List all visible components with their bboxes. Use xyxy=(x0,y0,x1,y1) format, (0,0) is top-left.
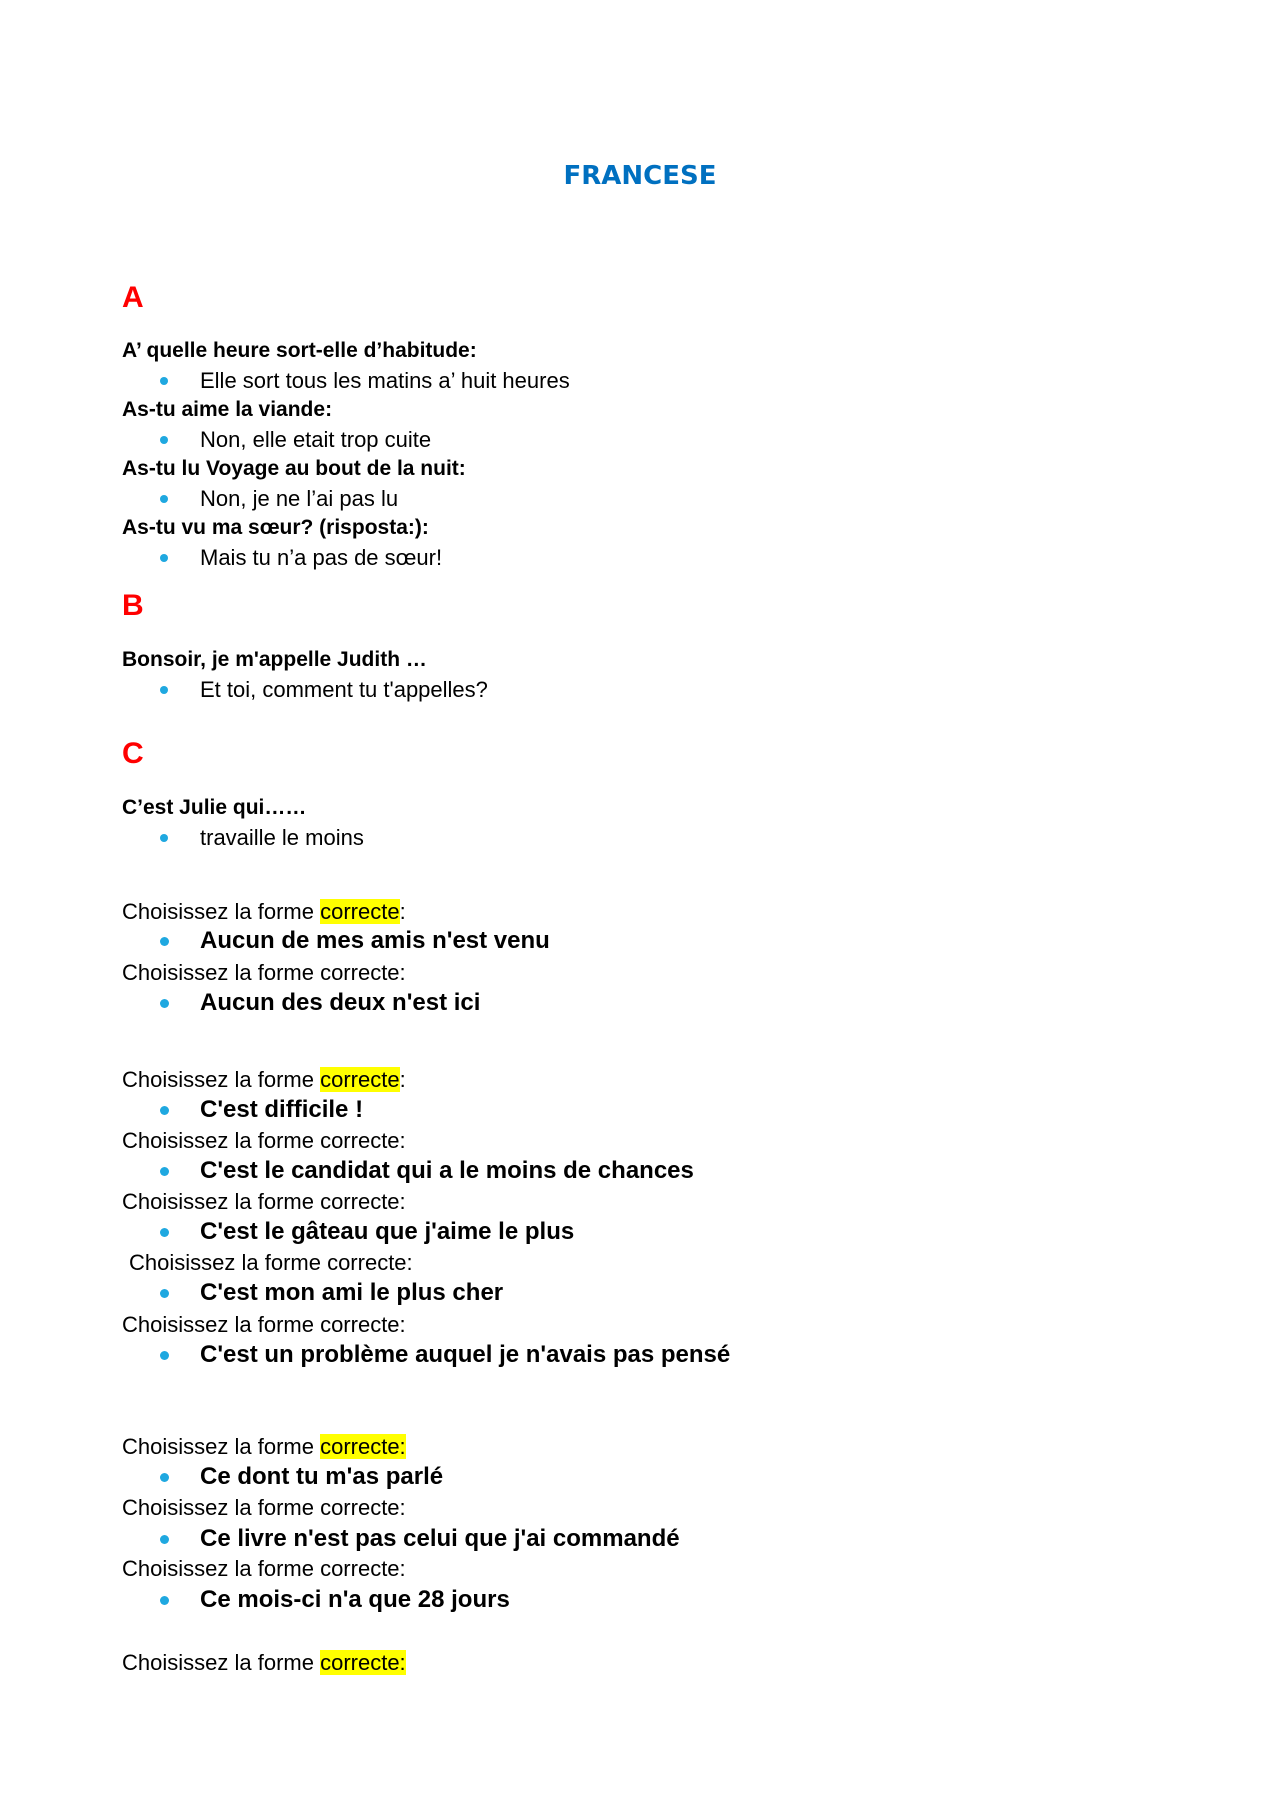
answer-a3: Non, je ne l’ai pas lu xyxy=(200,486,399,511)
answer-item: Aucun de mes amis n'est venu xyxy=(200,927,550,954)
bullet-icon xyxy=(160,1351,169,1360)
answer-a4: Mais tu n’a pas de sœur! xyxy=(200,545,443,570)
bullet-icon xyxy=(160,1535,169,1544)
highlighted-word: correcte: xyxy=(320,1650,406,1675)
answer-item: Aucun des deux n'est ici xyxy=(200,989,481,1016)
bullet-icon xyxy=(160,686,168,694)
highlighted-word: correcte xyxy=(320,1067,400,1092)
answer-item: C'est le gâteau que j'aime le plus xyxy=(200,1218,575,1245)
bullet-icon xyxy=(160,436,168,444)
section-a-heading: A xyxy=(122,281,144,314)
prompt-line: Choisissez la forme correcte: xyxy=(122,1556,406,1581)
question-a3: As-tu lu Voyage au bout de la nuit: xyxy=(122,457,466,480)
bullet-icon xyxy=(160,1289,169,1298)
answer-item: C'est difficile ! xyxy=(200,1096,364,1123)
prompt-line: Choisissez la forme correcte: xyxy=(122,1650,406,1675)
answer-item: C'est mon ami le plus cher xyxy=(200,1279,504,1306)
question-a2: As-tu aime la viande: xyxy=(122,398,333,421)
bullet-icon xyxy=(160,1167,169,1176)
bullet-icon xyxy=(160,1596,169,1605)
question-a4: As-tu vu ma sœur? (risposta:): xyxy=(122,516,429,539)
bullet-icon xyxy=(160,1473,169,1482)
question-a1: A’ quelle heure sort-elle d’habitude: xyxy=(122,339,477,362)
bullet-icon xyxy=(160,377,168,385)
question-b1: Bonsoir, je m'appelle Judith … xyxy=(122,648,427,671)
bullet-icon xyxy=(160,1106,169,1115)
bullet-icon xyxy=(160,834,168,842)
prompt-line: Choisissez la forme correcte: xyxy=(122,1128,406,1153)
prompt-line: Choisissez la forme correcte: xyxy=(122,1434,406,1459)
answer-item: Ce dont tu m'as parlé xyxy=(200,1463,444,1490)
page-title: FRANCESE xyxy=(563,161,717,191)
prompt-line: Choisissez la forme correcte: xyxy=(122,1495,406,1520)
bullet-icon xyxy=(160,495,168,503)
bullet-icon xyxy=(160,554,168,562)
highlighted-word: correcte: xyxy=(320,1434,406,1459)
prompt-line: Choisissez la forme correcte: xyxy=(122,899,406,924)
bullet-icon xyxy=(160,999,169,1008)
answer-c1: travaille le moins xyxy=(200,825,364,850)
answer-item: C'est le candidat qui a le moins de chances xyxy=(200,1157,694,1184)
answer-item: Ce mois-ci n'a que 28 jours xyxy=(200,1586,510,1613)
highlighted-word: correcte xyxy=(320,899,400,924)
answer-a2: Non, elle etait trop cuite xyxy=(200,427,432,452)
prompt-line: Choisissez la forme correcte: xyxy=(122,1312,406,1337)
answer-item: Ce livre n'est pas celui que j'ai commandé xyxy=(200,1525,680,1552)
bullet-icon xyxy=(160,1228,169,1237)
prompt-line: Choisissez la forme correcte: xyxy=(122,1067,406,1092)
answer-a1: Elle sort tous les matins a’ huit heures xyxy=(200,368,570,393)
answer-item: C'est un problème auquel je n'avais pas pensé xyxy=(200,1341,731,1368)
bullet-icon xyxy=(160,937,169,946)
prompt-line: Choisissez la forme correcte: xyxy=(129,1250,413,1275)
section-b-heading: B xyxy=(122,589,144,622)
question-c1: C’est Julie qui…… xyxy=(122,796,307,819)
prompt-line: Choisissez la forme correcte: xyxy=(122,1189,406,1214)
section-c-heading: C xyxy=(122,737,144,770)
prompt-line: Choisissez la forme correcte: xyxy=(122,960,406,985)
answer-b1: Et toi, comment tu t'appelles? xyxy=(200,677,488,702)
